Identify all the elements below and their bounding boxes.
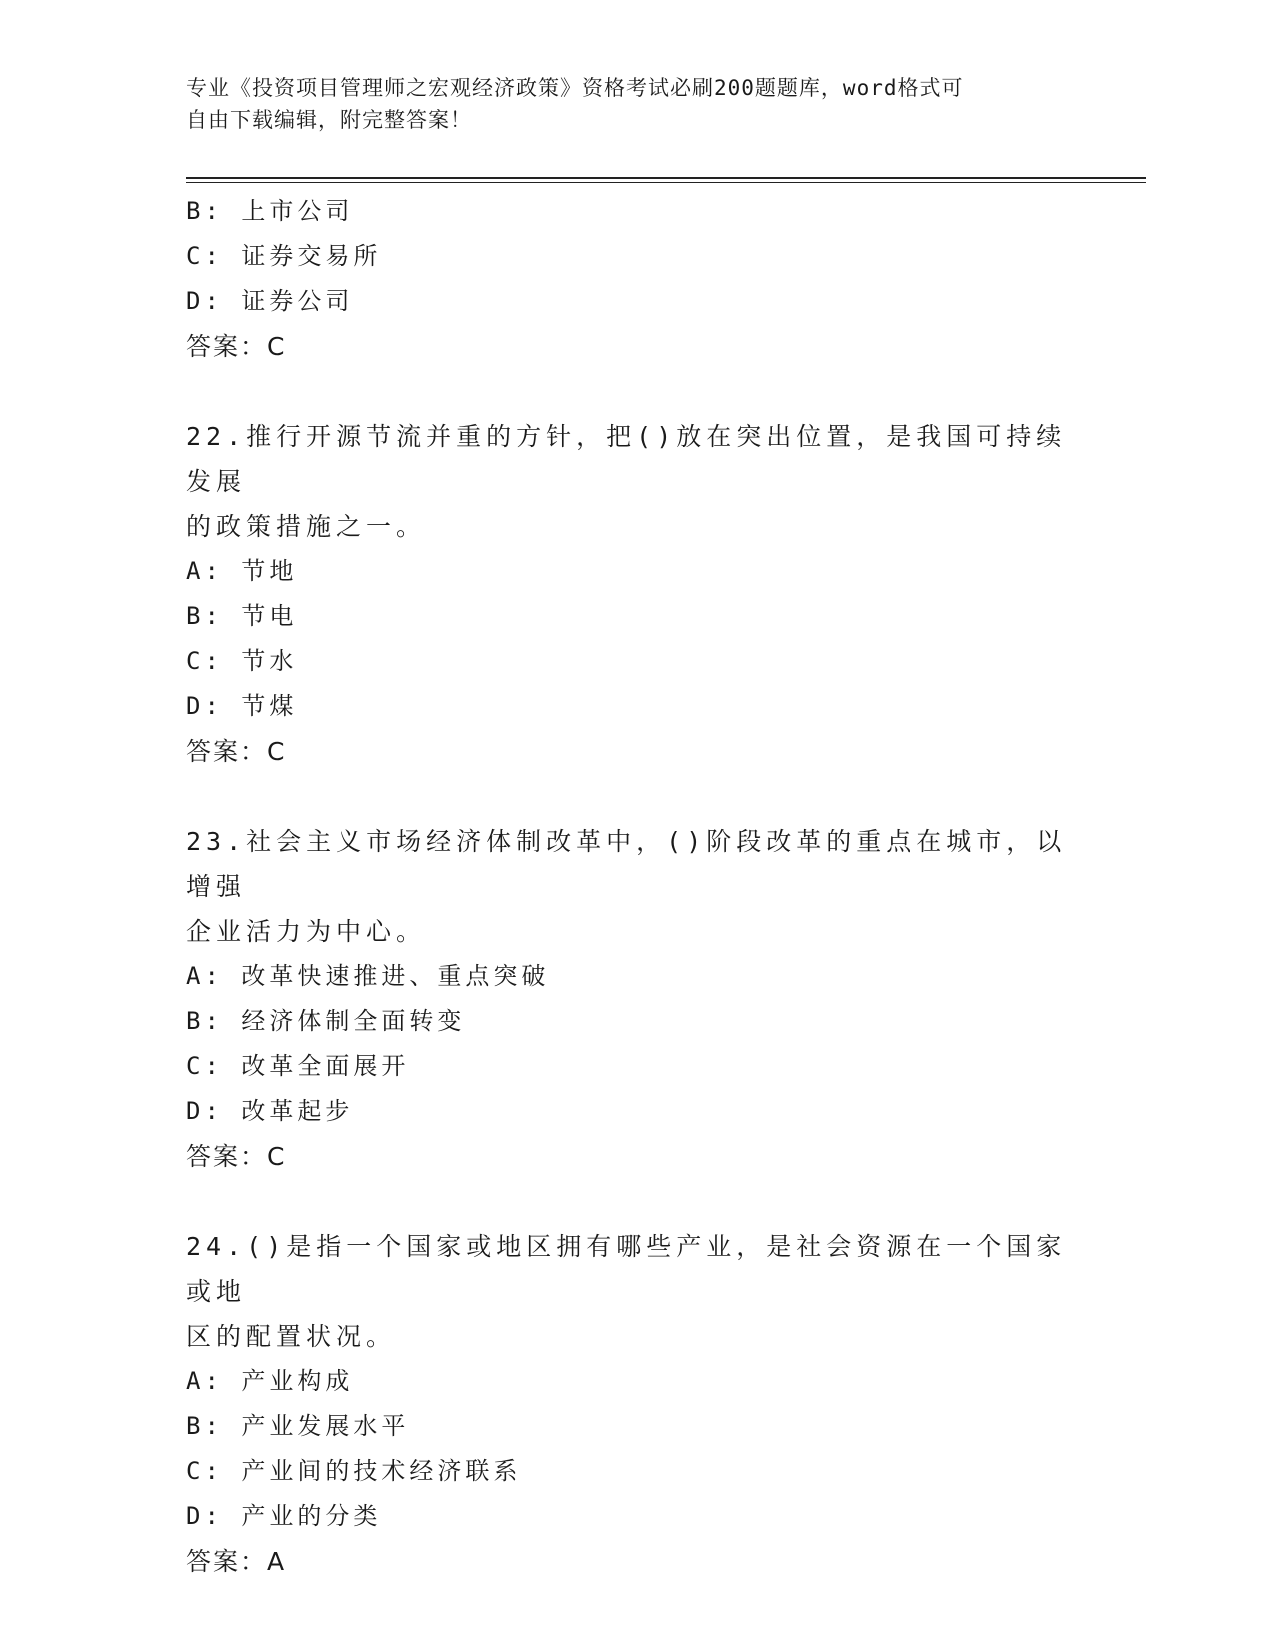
header-line-2: 自由下载编辑，附完整答案！: [186, 108, 472, 132]
option-d: D: 证券公司: [186, 287, 354, 315]
question-text-line-1: 22.推行开源节流并重的方针，把()放在突出位置，是我国可持续发展: [186, 422, 1067, 496]
document-header: [186, 72, 1086, 136]
option-a: A: 节地: [186, 557, 298, 585]
option-c: C: 证券交易所: [186, 242, 382, 270]
option-b: B: 上市公司: [186, 197, 354, 225]
question-text-line-1: 24.()是指一个国家或地区拥有哪些产业，是社会资源在一个国家或地: [186, 1232, 1067, 1306]
question-text-line-2: 的政策措施之一。: [186, 512, 427, 541]
header-line-1: 专业《投资项目管理师之宏观经济政策》资格考试必刷200题题库，word格式可: [186, 76, 964, 100]
answer-line: 答案：C: [186, 332, 287, 361]
question-23: [186, 819, 1086, 1180]
option-c: C: 节水: [186, 647, 298, 675]
question-list: [186, 189, 1086, 1585]
question-text-line-1: 23.社会主义市场经济体制改革中，()阶段改革的重点在城市，以增强: [186, 827, 1067, 901]
option-d: D: 节煤: [186, 692, 298, 720]
option-c: C: 改革全面展开: [186, 1052, 410, 1080]
answer-line: 答案：C: [186, 737, 287, 766]
option-b: B: 经济体制全面转变: [186, 1007, 466, 1035]
option-a: A: 改革快速推进、重点突破: [186, 962, 550, 990]
header-divider-thick: [186, 177, 1146, 179]
answer-line: 答案：A: [186, 1547, 287, 1576]
question-24: [186, 1224, 1086, 1585]
header-divider-thin: [186, 182, 1146, 183]
question-text-line-2: 企业活力为中心。: [186, 917, 427, 946]
option-a: A: 产业构成: [186, 1367, 354, 1395]
answer-line: 答案：C: [186, 1142, 287, 1171]
question-text-line-2: 区的配置状况。: [186, 1322, 397, 1351]
option-b: B: 产业发展水平: [186, 1412, 410, 1440]
question-22: [186, 414, 1086, 775]
option-d: D: 产业的分类: [186, 1502, 382, 1530]
option-d: D: 改革起步: [186, 1097, 354, 1125]
previous-question-tail: [186, 189, 1086, 370]
option-c: C: 产业间的技术经济联系: [186, 1457, 522, 1485]
option-b: B: 节电: [186, 602, 298, 630]
